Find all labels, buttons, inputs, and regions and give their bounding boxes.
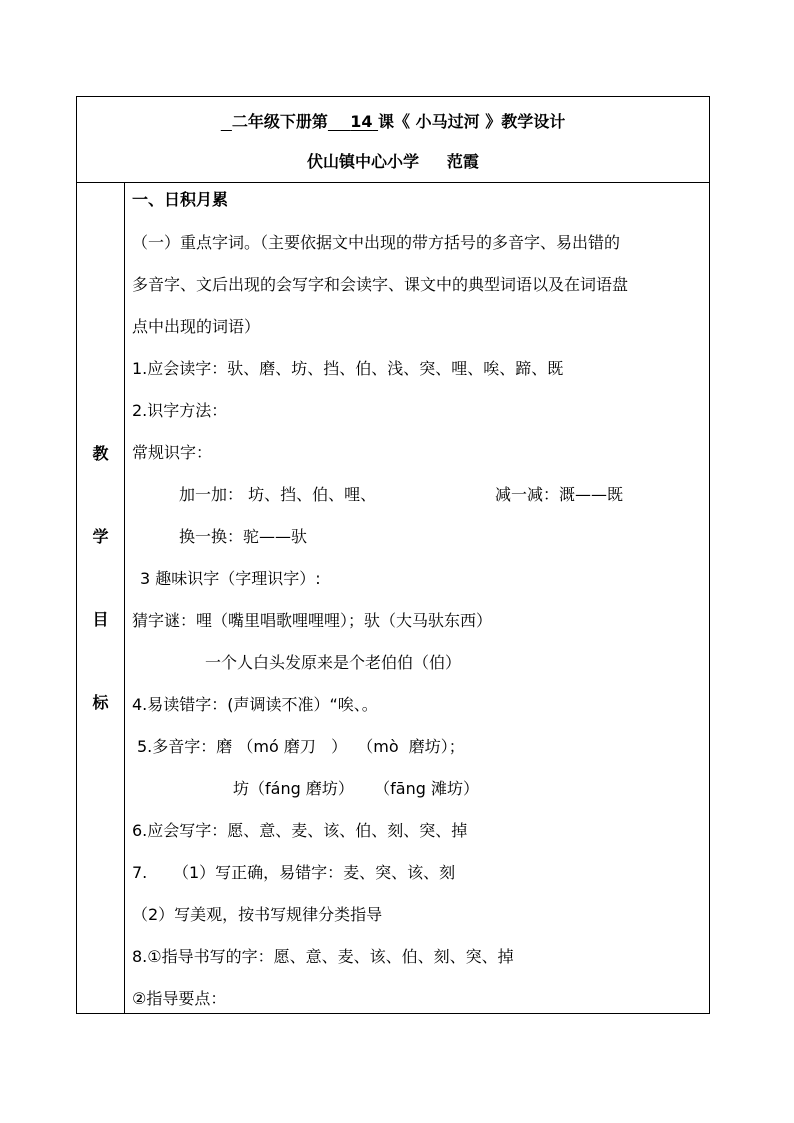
write-characters: 6.应会写字：愿、意、麦、该、伯、刻、突、掉: [132, 821, 468, 840]
add-one-method: 加一加： 坊、挡、伯、哩、: [179, 485, 377, 504]
row-label-char: 教: [92, 444, 109, 463]
read-characters: 1.应会读字：驮、磨、坊、挡、伯、浅、突、哩、唉、蹄、既: [132, 359, 564, 378]
riddle-line: 一个人白头发原来是个老伯伯（伯）: [205, 653, 462, 672]
guidance-points: ②指导要点：: [132, 989, 227, 1008]
content-cell: [125, 182, 709, 1013]
misread-characters: 4.易读错字：(声调读不准）“唉、。: [132, 695, 378, 714]
swap-one-method: 换一换：驼——驮: [179, 527, 308, 546]
title-suffix: 》教学设计: [485, 112, 566, 131]
polyphonic-characters: 5.多音字：磨 （mó 磨刀 ） （mò 磨坊）；: [137, 737, 465, 756]
teacher-name: 范霞: [446, 152, 479, 171]
school-name: 伏山镇中心小学: [307, 152, 420, 171]
key-words-text: （一）重点字词。（主要依据文中出现的带方括号的多音字、易出错的: [132, 233, 621, 252]
writing-correct: （1）写正确，易错字：麦、突、该、刻: [173, 863, 456, 882]
polyphonic-characters: 坊（fáng 磨坊） （fāng 滩坊）: [233, 779, 479, 798]
literacy-methods: 2.识字方法：: [132, 401, 228, 420]
guided-writing: 8.①指导书写的字：愿、意、麦、该、伯、刻、突、掉: [132, 947, 514, 966]
section-heading: 一、日积月累: [132, 190, 229, 209]
item-number: 7.: [132, 863, 148, 882]
row-label-cell: [77, 182, 125, 1013]
row-label-char: 学: [92, 527, 109, 546]
lesson-number: 14: [350, 112, 373, 131]
author-line: [77, 149, 709, 172]
title-cell: [77, 97, 709, 183]
fun-literacy: 3 趣味识字（字理识字）:: [140, 569, 321, 588]
subtract-one-method: 减一减：溉——既: [495, 485, 624, 504]
key-words-text: 点中出现的词语）: [132, 317, 261, 336]
writing-beautiful: （2）写美观，按书写规律分类指导: [132, 905, 383, 924]
lesson-title-line: [77, 109, 709, 132]
lesson-title: 小马过河: [410, 112, 486, 131]
title-mid: 课《: [378, 112, 411, 131]
riddle-line: 猜字谜：哩（嘴里唱歌哩哩哩）；驮（大马驮东西）: [132, 611, 493, 630]
common-literacy: 常规识字：: [132, 443, 213, 462]
row-label-char: 标: [92, 693, 109, 712]
key-words-text: 多音字、文后出现的会写字和会读字、课文中的典型词语以及在词语盘: [132, 275, 629, 294]
row-label-char: 目: [92, 610, 109, 629]
lesson-plan-table: [76, 96, 710, 1014]
title-prefix: 二年级下册第: [231, 112, 328, 131]
